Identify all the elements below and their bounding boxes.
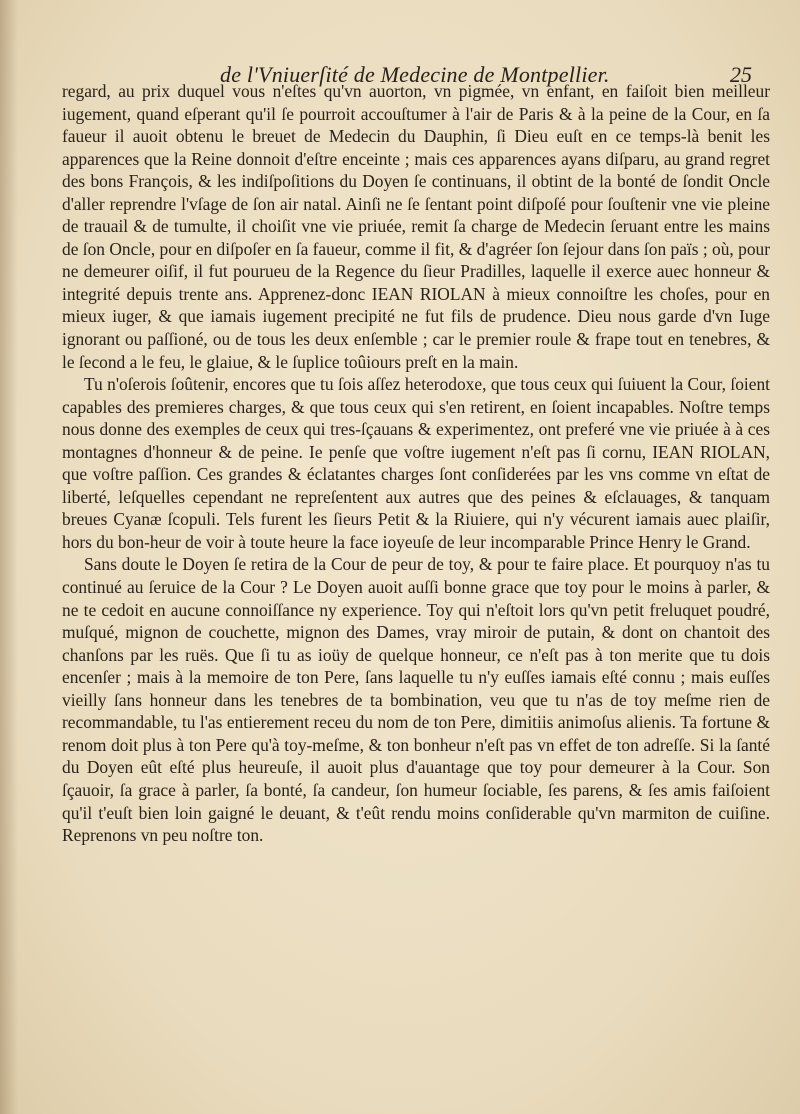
page-number: 25 <box>730 62 752 87</box>
gutter-shadow <box>0 0 18 1114</box>
body-text <box>62 80 770 847</box>
paragraph-2: Tu n'oſerois ſoûtenir, encores que tu ſois aſſez heterodoxe, que tous ceux qui ſuiuent la Cour, ſoient capables des premieres charges, & que tous ceux qui s'en retirent, en ſoient incapables. Noſtre temps nous donne des exemples de ceux qui tres-ſçauans & experimentez, ont preferé vne vie priuée à à ces montagnes d'honneur & de peine. Ie penſe que voſtre iugement n'eſt pas ſi cornu, IEAN RIOLAN, que voſtre paſſion. Ces grandes & éclatantes charges ſont conſiderées par les vns comme vn eſtat de liberté, leſquelles cependant ne repreſentent aux autres que des peines & eſclauages, & tanquam breues Cyanæ ſcopuli. Tels furent les ſieurs Petit & la Riuiere, qui n'y vécurent iamais auec plaiſir, hors du bon-heur de voir à toute heure la face ioyeuſe de leur incomparable Prince Henry le Grand. <box>62 374 770 552</box>
paragraph-1: regard, au prix duquel vous n'eſtes qu'vn auorton, vn pigmée, vn enfant, en faiſoit bien meilleur iugement, quand eſperant qu'il ſe pourroit accouſtumer à l'air de Paris & à la peine de la Cour, en ſa faueur il auoit obtenu le breuet de Medecin du Dauphin, ſi Dieu euſt en ce temps-là benit les apparences que la Reine donnoit d'eſtre enceinte ; mais ces apparences ayans diſparu, au grand regret des bons François, & les indiſpoſitions du Doyen ſe continuans, il obtint de la bonté de ſondit Oncle d'aller reprendre l'vſage de ſon air natal. Ainſi ne ſe ſentant point diſpoſé pour ſouſtenir vne vie pleine de trauail & de tumulte, il choiſit vne vie priuée, remit ſa charge de Medecin ſeruant entre les mains de ſon Oncle, pour en diſpoſer en ſa faueur, comme il fit, & d'agréer ſon ſejour dans ſon païs ; où, pour ne demeurer oiſif, il fut pourueu de la Regence du ſieur Pradilles, laquelle il exerce auec honneur & integrité depuis trente ans. Apprenez-donc IEAN RIOLAN à mieux connoiſtre les choſes, pour en mieux iuger, & que iamais iugement precipité ne fut fils de prudence. Dieu nous garde d'vn Iuge ignorant ou paſſioné, ou de tous les deux enſemble ; car le premier roule & frape tout en tenebres, & le ſecond a le feu, le glaiue, & le ſuplice toûiours preſt en la main. <box>62 81 771 372</box>
paragraph-3: Sans doute le Doyen ſe retira de la Cour de peur de toy, & pour te faire place. Et pourquoy n'as tu continué au ſeruice de la Cour ? Le Doyen auoit auſſi bonne grace que toy pour le moins à parler, & ne te cedoit en aucune connoiſſance ny experience. Toy qui n'eſtoit lors qu'vn petit freluquet poudré, muſqué, mignon de couchette, mignon des Dames, vray miroir de putain, & dont on chantoit des chanſons par les ruës. Que ſi tu as ioüy de quelque honneur, ce n'eſt pas à ton merite que tu dois encenſer ; mais à la memoire de ton Pere, ſans laquelle tu n'y euſſes iamais eſté connu ; mais euſſes vieilly ſans honneur dans les tenebres de ta bombination, veu que tu n'as de toy meſme rien de recommandable, tu l'as entierement receu du nom de ton Pere, dimitiis animoſus alienis. Ta fortune & renom doit plus à ton Pere qu'à toy-meſme, & ton bonheur n'eſt pas vn effet de ton adreſſe. Si la ſanté du Doyen eût eſté plus heureuſe, il auoit plus d'auantage que toy pour demeurer à la Cour. Son ſçauoir, ſa grace à parler, ſa bonté, ſa candeur, ſon humeur ſociable, ſes parens, & ſes amis faiſoient qu'il t'euſt bien loin gaigné le deuant, & t'eût rendu moins conſiderable qu'vn marmiton de cuiſine. Reprenons vn peu noſtre ton. <box>62 554 770 846</box>
running-title: de l'Vniuerſité de Medecine de Montpellier. <box>220 62 610 87</box>
